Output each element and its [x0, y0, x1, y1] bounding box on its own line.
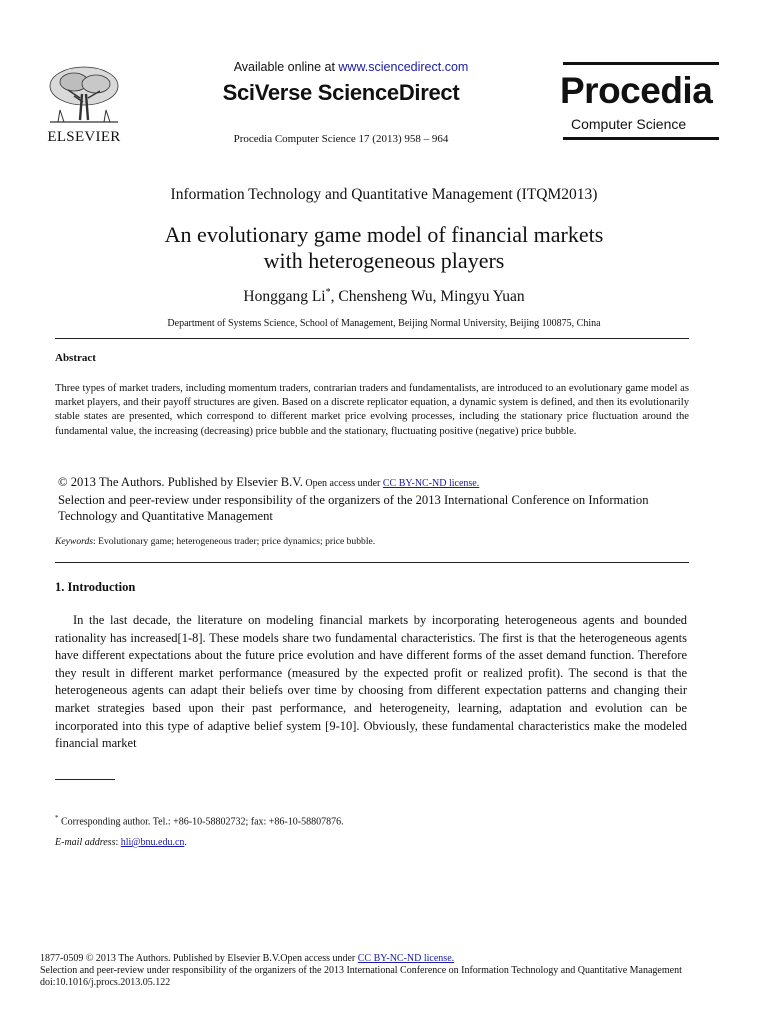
title-line-2: with heterogeneous players	[263, 248, 505, 273]
brand-top-rule	[563, 62, 719, 65]
copyright-main: © 2013 The Authors. Published by Elsevier B.V.	[58, 475, 303, 489]
bottom-peer-review: Selection and peer-review under responsibility of the organizers of the 2013 International Conference on Information Technology and Quantitative Management	[40, 965, 682, 977]
keywords-label: Keywords	[55, 536, 94, 547]
author-rest: , Chensheng Wu, Mingyu Yuan	[330, 288, 525, 306]
email-label: E-mail address	[55, 837, 116, 848]
author-mark: *	[325, 287, 331, 298]
issn-copyright: 1877-0509 © 2013 The Authors. Published by Elsevier B.V.	[40, 953, 281, 964]
author-list	[40, 287, 728, 306]
footnote-rule	[55, 779, 115, 780]
divider	[55, 338, 689, 339]
brand-bottom-rule	[563, 137, 719, 140]
bottom-open-access: Open access under	[280, 953, 358, 964]
procedia-logo: Procedia	[560, 70, 713, 111]
available-prefix: Available online at	[233, 60, 339, 74]
section-heading: 1. Introduction	[55, 580, 136, 594]
abstract-text: Three types of market traders, including momentum traders, contrarian traders and fundamentalists, are introduced to an evolutionary game model as market players, and their payoff structures are given. Based on a discrete replicator equation, a dynamic system is defined, and then its evolutionarily stable states are presented, which correspond to different market price evolving processes, including the stationary price fluctuation around the fundamental value, the increasing (decreasing) price bubble and the stationary, fluctuating positive (negative) price bubble.	[55, 383, 689, 437]
bottom-notice	[40, 953, 740, 990]
divider	[55, 562, 689, 563]
open-access-text: Open access under	[302, 478, 383, 489]
platform-name: SciVerse ScienceDirect	[222, 80, 460, 105]
procedia-subtitle: Computer Science	[571, 116, 687, 132]
available-online	[220, 60, 482, 74]
abstract-heading: Abstract	[55, 352, 96, 364]
author-first: Honggang Li	[243, 288, 326, 306]
footnote-email	[55, 837, 187, 848]
sciencedirect-link[interactable]: www.sciencedirect.com	[338, 60, 469, 74]
affiliation: Department of Systems Science, School of Management, Beijing Normal University, Beijing 100875, China	[167, 318, 601, 329]
peer-review-text: Selection and peer-review under responsibility of the organizers of the 2013 International Conference on Information Technology and Quantitative Management	[58, 493, 649, 523]
bottom-license-link[interactable]: CC BY-NC-ND license.	[357, 953, 455, 964]
keywords-text: : Evolutionary game; heterogeneous trader; price dynamics; price bubble.	[93, 536, 376, 547]
email-link[interactable]: hli@bnu.edu.cn	[120, 837, 185, 848]
email-end: .	[184, 837, 187, 848]
footnote-mark: *	[55, 814, 59, 822]
email-separator: :	[115, 837, 121, 848]
footnote-corresponding-text: Corresponding author. Tel.: +86-10-58802732; fax: +86-10-58807876.	[58, 816, 344, 828]
doi: doi:10.1016/j.procs.2013.05.122	[40, 977, 171, 989]
license-link[interactable]: CC BY-NC-ND license.	[382, 478, 480, 489]
journal-reference: Procedia Computer Science 17 (2013) 958 – 964	[233, 133, 449, 145]
copyright-notice	[58, 474, 708, 524]
publisher-name: ELSEVIER	[47, 129, 121, 145]
conference-name: Information Technology and Quantitative Management (ITQM2013)	[170, 186, 598, 203]
title-line-1: An evolutionary game model of financial markets	[164, 222, 604, 247]
footnote-corresponding	[55, 814, 344, 827]
intro-paragraph: In the last decade, the literature on modeling financial markets by incorporating heterogeneous agents and bounded rationality has increased[1-8]. These models share two fundamental characteristics. The first is that the heterogeneous agents have different expectations about the future price evolution and have different forms of the asset demand function. Therefore they result in different market performance (measured by the expected profit or realized profit). The second is that the heterogeneous agents can adapt their beliefs over time by choosing from different expectation patterns and changing their market strategies based upon their past performance, and heterogeneity, learning, adaptation and evolution can be incorporated into this type of adaptive belief system [9-10]. Obviously, these fundamental characteristics make the modeled financial market	[55, 613, 687, 751]
elsevier-tree-logo	[40, 64, 128, 126]
keywords	[55, 536, 375, 547]
paper-title	[40, 222, 728, 274]
